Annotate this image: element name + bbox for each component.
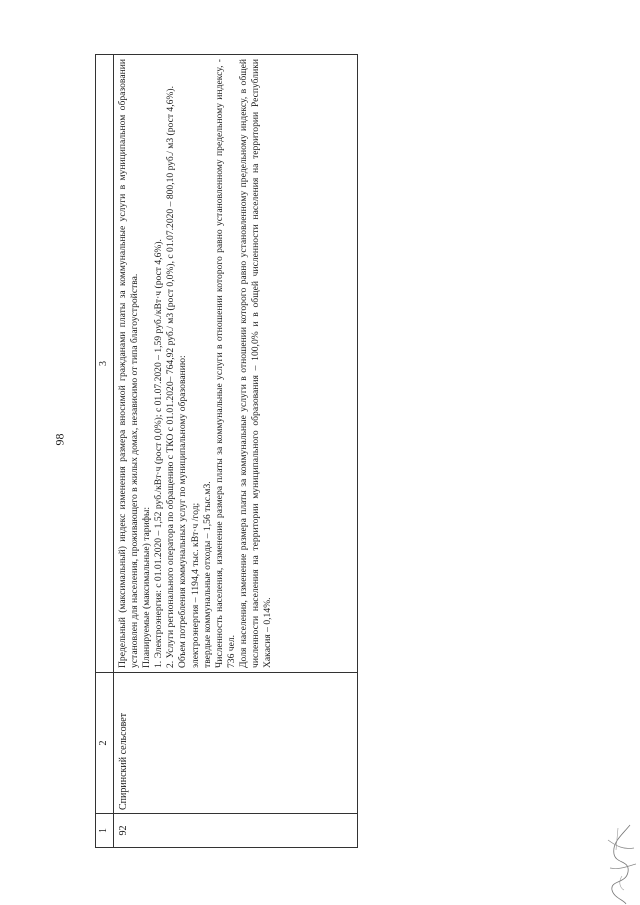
handwritten-signature — [600, 820, 640, 905]
municipality-name: Спиринский сельсовет — [114, 673, 358, 814]
table-container — [95, 58, 358, 848]
page-number: 98 — [52, 433, 67, 446]
row-number: 92 — [114, 814, 358, 848]
paragraph-waste-volume: твердые коммунальные отходы – 1,56 тыс.м3. — [201, 481, 213, 668]
data-table — [95, 54, 358, 848]
column-header-1: 1 — [96, 814, 114, 848]
table-row — [114, 55, 358, 848]
paragraph-electricity-volume: электроэнергия – 1194,4 тыс. кВт·ч /год; — [189, 502, 201, 668]
column-header-2: 2 — [96, 673, 114, 814]
paragraph-waste-operator: 2. Услуги регионального оператора по обращению с ТКО с 01.01.2020– 764,92 руб./ м3 (рост 0,0%), с 01.07.2020 – 800,10 руб./ м3 (рост 4,6%). — [165, 86, 177, 668]
header-row — [96, 55, 114, 848]
paragraph-population-share: Доля населения, изменение размера платы за коммунальные услуги в отношении которого равно установленному предельному индексу, в общей численности населения на территории муниципального образования – 100,0% и в общей численности населения на территории Республики Хакасия – 0,14%. — [237, 59, 274, 668]
paragraph-population: Численность населения, изменение размера платы за коммунальные услуги в отношении которого равно установленному предельному индексу, - 736 чел. — [213, 59, 237, 668]
paragraph-electricity: 1. Электроэнергия: с 01.01.2020 – 1,52 руб./кВт·ч (рост 0,0%); с 01.07.2020 – 1,59 руб./кВт·ч (рост 4,6%). — [153, 239, 165, 668]
paragraph-consumption-heading: Объем потребления коммунальных услуг по муниципальному образованию: — [177, 355, 189, 668]
paragraph-tariffs-heading: Планируемые (максимальные) тарифы: — [141, 506, 153, 668]
column-header-3: 3 — [96, 55, 114, 673]
paragraph-index: Предельный (максимальный) индекс изменения размера вносимой гражданами платы за коммунальные услуги в муниципальном образовании установлен для населения, проживающего в жилых домах, независимо от типа благоустройства. — [117, 59, 141, 668]
description-cell — [114, 55, 358, 673]
